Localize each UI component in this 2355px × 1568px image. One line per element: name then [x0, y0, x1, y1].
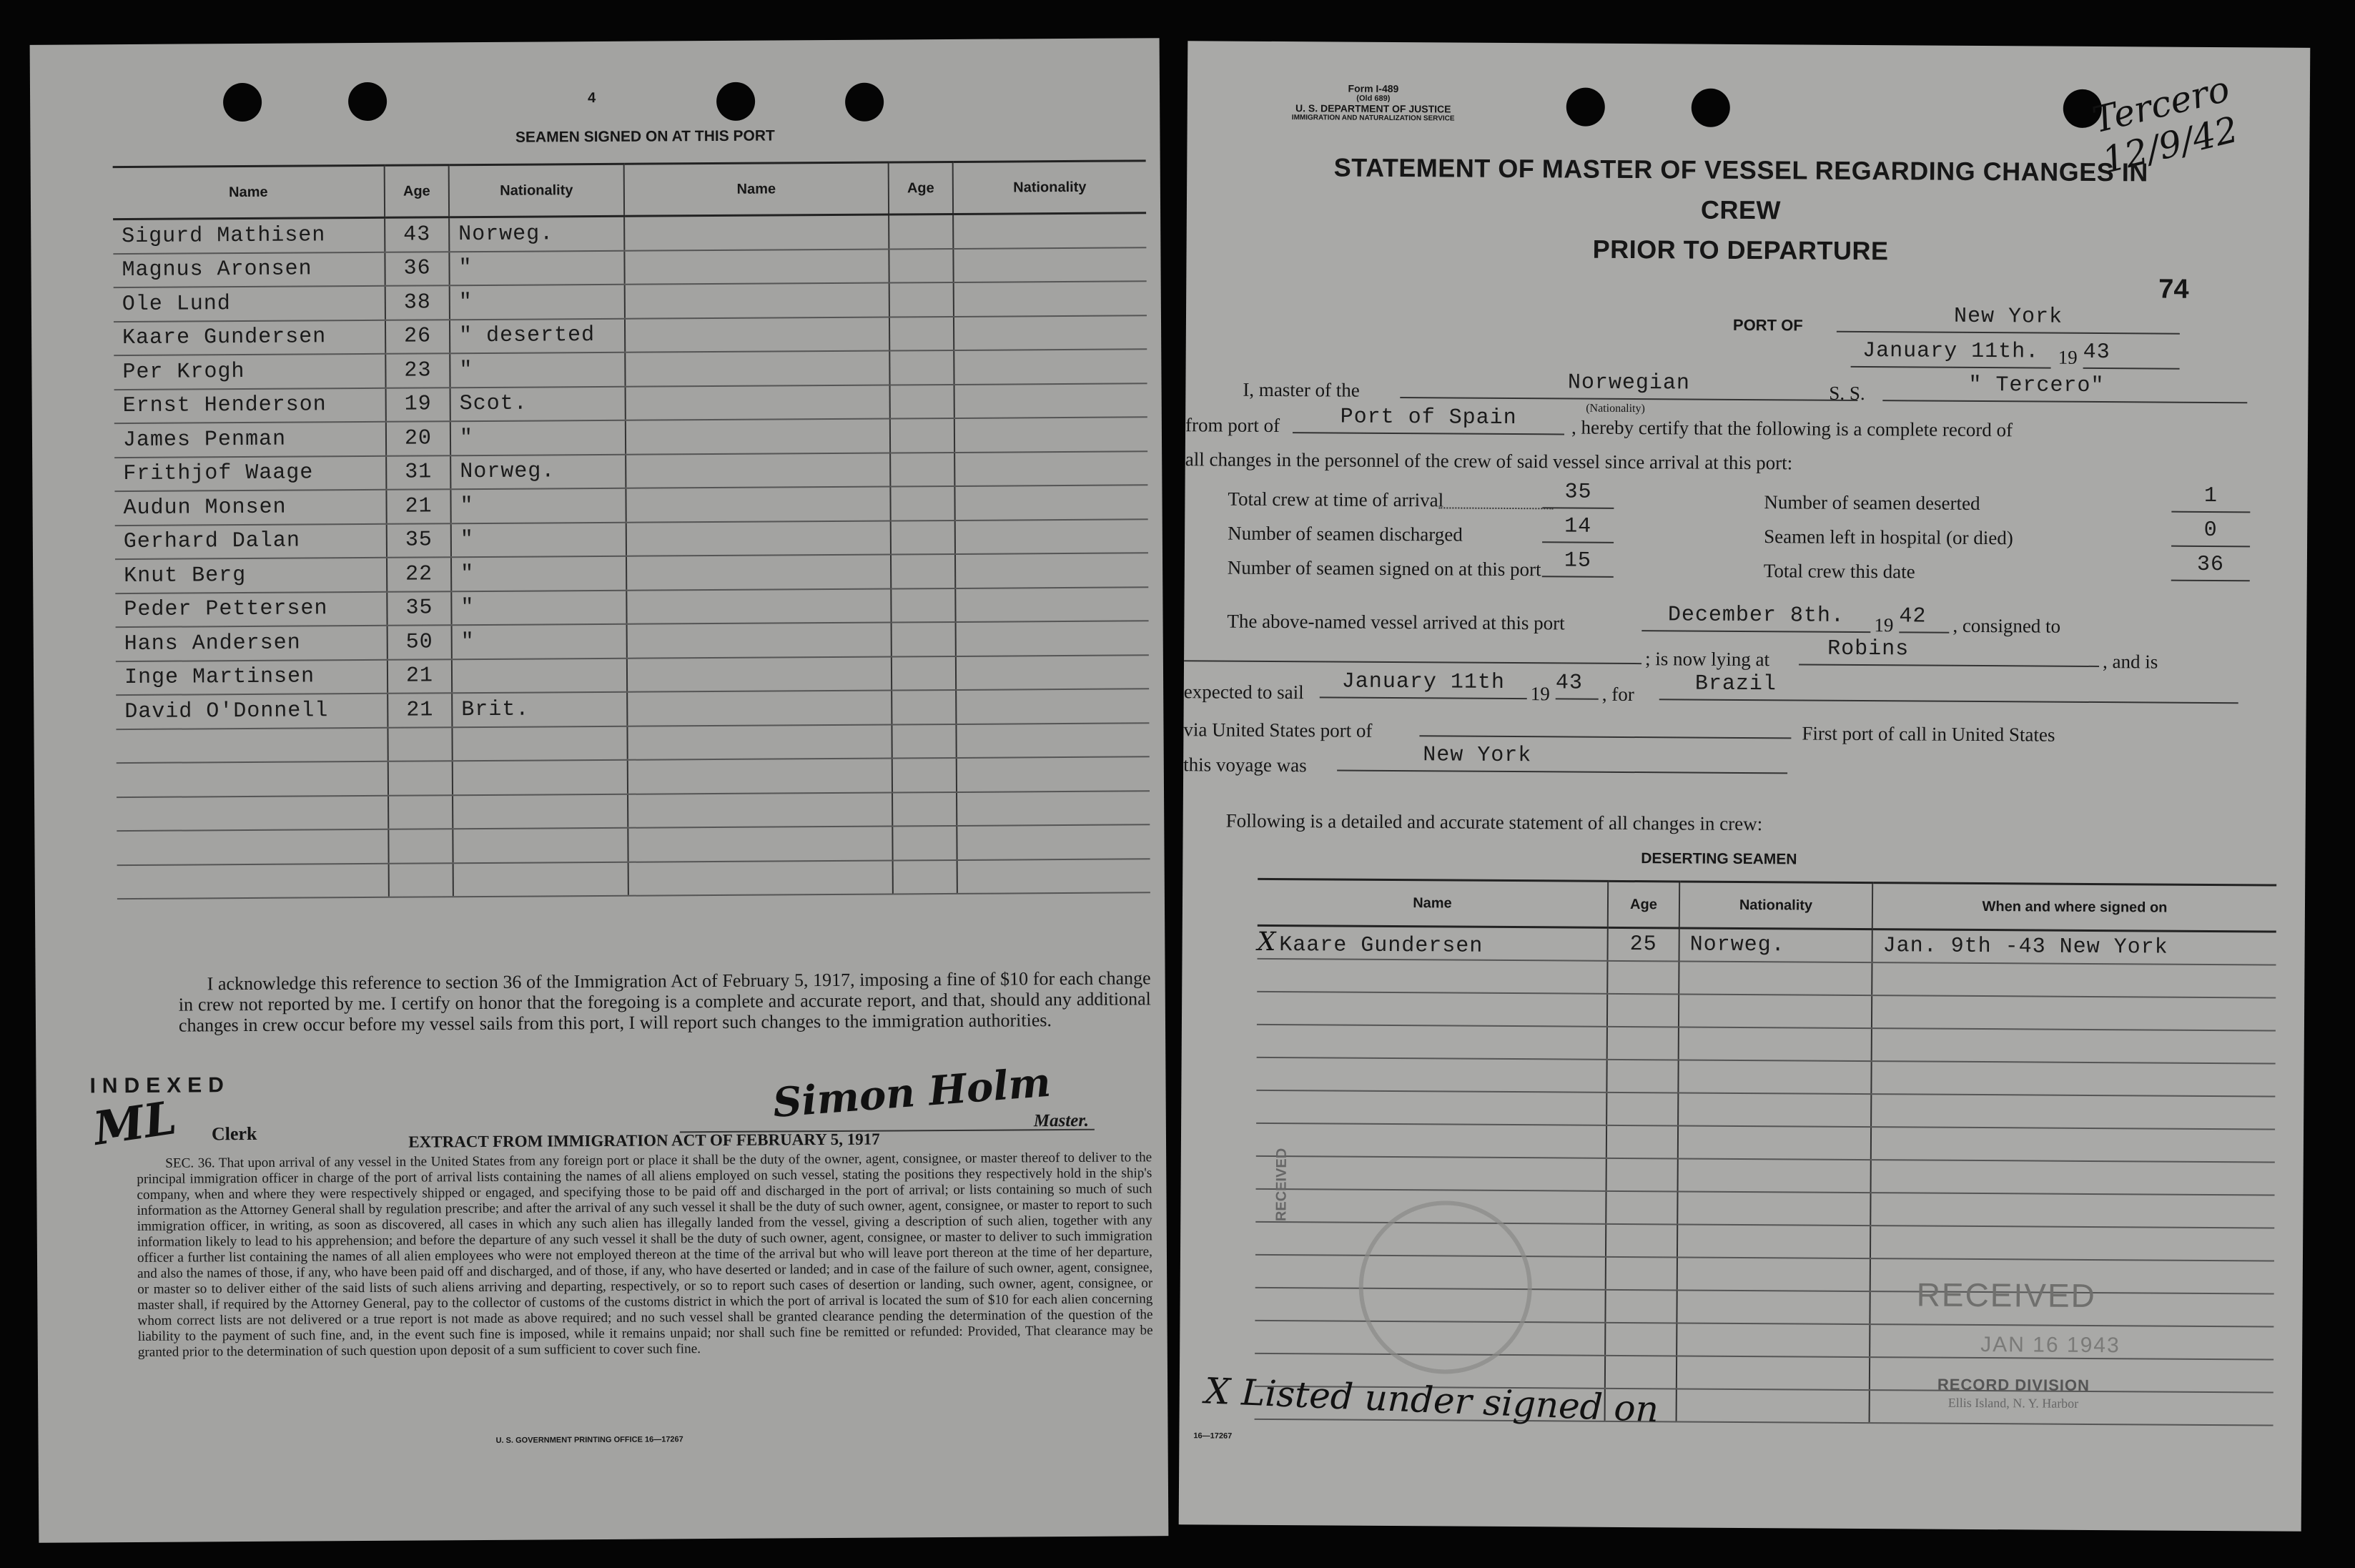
age-cell — [1606, 1257, 1677, 1291]
name-cell — [117, 863, 389, 899]
nationality-cell — [1677, 1389, 1870, 1423]
name-cell: Ole Lund — [114, 286, 385, 322]
lying-field — [1799, 636, 2099, 667]
stat-total-date: 36 — [2196, 552, 2225, 578]
age-cell — [1606, 1158, 1678, 1192]
when-where-cell — [1871, 1094, 2275, 1129]
port-label: PORT OF — [1732, 315, 1803, 335]
empty-cell — [955, 553, 1148, 588]
form-title — [1293, 147, 2188, 273]
age-cell: 22 — [387, 557, 451, 591]
empty-cell — [627, 690, 892, 726]
stat-signed-on-field — [1542, 548, 1614, 578]
empty-cell — [954, 281, 1147, 316]
when-where-cell — [1871, 1061, 2275, 1096]
empty-cell — [954, 485, 1147, 520]
arrived-year-suffix: 42 — [1899, 604, 1927, 629]
desert-header-when-where: When and where signed on — [1872, 883, 2276, 932]
stat-discharged: 14 — [1564, 514, 1592, 539]
punch-hole — [1566, 87, 1605, 126]
empty-cell — [953, 213, 1146, 249]
nationality-cell — [1679, 1027, 1872, 1061]
age-cell — [388, 795, 453, 829]
age-cell — [389, 863, 453, 897]
master-of-label: I, master of the — [1243, 378, 1360, 401]
from-port-label: from port of — [1185, 414, 1280, 437]
date-year-suffix: 43 — [2083, 340, 2110, 365]
name-cell — [117, 795, 388, 831]
punch-hole — [716, 82, 755, 121]
header-age: Age — [385, 165, 449, 218]
empty-cell — [625, 351, 889, 387]
name-cell: Audun Monsen — [114, 490, 386, 526]
nationality-cell: " — [451, 590, 626, 625]
nationality-caption: (Nationality) — [1586, 402, 1645, 415]
date-value: January 11th. — [1862, 338, 2040, 365]
from-port-field — [1293, 405, 1564, 435]
empty-cell — [891, 554, 955, 588]
age-cell — [1606, 1224, 1677, 1258]
when-where-cell — [1871, 1127, 2275, 1162]
name-cell: Frithjof Waage — [114, 455, 386, 491]
empty-cell — [956, 689, 1149, 724]
via-label: via United States port of — [1183, 719, 1373, 741]
age-cell — [1606, 1125, 1678, 1159]
table-row — [117, 859, 1150, 899]
empty-cell — [890, 384, 954, 418]
empty-cell — [889, 248, 953, 282]
age-cell — [388, 761, 453, 795]
sail-year-suffix: 43 — [1555, 671, 1583, 696]
nationality-cell: " — [450, 285, 625, 320]
name-cell: David O'Donnell — [116, 694, 387, 729]
age-cell — [1606, 1191, 1677, 1225]
voyage-label: this voyage was — [1183, 754, 1307, 776]
age-cell — [1606, 1093, 1678, 1126]
empty-cell — [892, 758, 957, 792]
nationality-cell: Norweg. — [1679, 928, 1872, 962]
received-stamp: RECEIVED — [1916, 1276, 2096, 1315]
handwritten-corner-note: Tercero 12/9/42 — [2088, 68, 2242, 182]
name-cell: Per Krogh — [114, 354, 385, 390]
empty-cell — [954, 451, 1147, 486]
empty-cell — [626, 385, 890, 420]
stat-discharged-label: Number of seamen discharged — [1228, 522, 1463, 546]
nationality-cell — [1677, 1323, 1870, 1357]
left-page — [30, 38, 1169, 1543]
age-cell — [1606, 1060, 1678, 1093]
empty-cell — [626, 487, 890, 523]
age-cell — [1607, 1027, 1679, 1060]
empty-cell — [891, 520, 955, 554]
empty-cell — [626, 419, 890, 455]
department: U. S. DEPARTMENT OF JUSTICE — [1295, 102, 1451, 115]
empty-cell — [892, 724, 956, 758]
punch-hole — [348, 82, 387, 121]
stat-signed-on-label: Number of seamen signed on at this port — [1227, 556, 1541, 581]
stat-total-arrival-label: Total crew at time of arrival — [1228, 488, 1444, 511]
nationality-cell: " — [450, 488, 626, 523]
nationality-cell — [1679, 994, 1872, 1028]
age-cell: 21 — [387, 693, 452, 727]
name-cell — [116, 727, 387, 763]
seamen-signed-on-table — [113, 159, 1150, 899]
empty-cell — [628, 758, 892, 794]
arrived-date-field — [1641, 603, 1870, 633]
section-title: SEAMEN SIGNED ON AT THIS PORT — [515, 127, 775, 146]
empty-cell — [891, 588, 955, 622]
name-cell — [1256, 1090, 1606, 1125]
name-cell — [1256, 1156, 1606, 1191]
nationality-cell — [453, 828, 628, 863]
age-cell — [1605, 1290, 1677, 1323]
date-field — [1851, 338, 2051, 369]
sheet-number: 74 — [2158, 274, 2189, 305]
nationality-cell — [452, 726, 627, 761]
name-cell: Gerhard Dalan — [115, 523, 387, 559]
name-cell: Ernst Henderson — [114, 388, 386, 423]
received-stamp-date: JAN 16 1943 — [1980, 1333, 2121, 1358]
name-cell: Hans Andersen — [116, 626, 387, 661]
acknowledgement-text: I acknowledge this reference to section 36 of the Immigration Act of February 5, 1917, imposing a fine of $10 for each change in crew not reported by me. I certify on honor that the foregoing is a complete and accurate report, and that, should any additional changes in crew occur before my vessel sails from this port, I will report such changes to the immigration authorities. — [178, 967, 1151, 1036]
nationality-cell — [1678, 1125, 1871, 1160]
expected-label: expected to sail — [1183, 681, 1304, 704]
age-cell: 21 — [387, 659, 452, 694]
name-cell: Kaare Gundersen — [114, 320, 385, 355]
age-cell — [1607, 994, 1679, 1027]
deserting-title: DESERTING SEAMEN — [1641, 850, 1797, 868]
name-cell: Magnus Aronsen — [113, 252, 385, 287]
empty-cell — [626, 453, 890, 488]
stat-hospital: 0 — [2203, 518, 2218, 543]
header-nationality-2: Nationality — [953, 161, 1146, 215]
nationality-cell: " — [452, 624, 627, 659]
nationality-cell — [452, 658, 627, 693]
print-code: 16—17267 — [1193, 1431, 1233, 1441]
lying-label: ; is now lying at — [1644, 648, 1770, 671]
empty-cell — [957, 791, 1150, 826]
empty-cell — [955, 519, 1148, 554]
nationality-cell — [1678, 1158, 1871, 1193]
arrived-year-field — [1899, 604, 1949, 633]
empty-cell — [625, 317, 889, 352]
nationality-cell: " — [449, 250, 624, 285]
destination: Brazil — [1694, 671, 1777, 697]
nationality-cell: Brit. — [452, 692, 627, 727]
via-field — [1419, 711, 1791, 739]
nationality-cell — [1677, 1191, 1870, 1226]
empty-cell — [890, 452, 954, 486]
empty-cell — [957, 824, 1150, 859]
indexed-stamp: INDEXED — [89, 1073, 230, 1098]
empty-cell — [627, 656, 892, 692]
age-cell: 21 — [386, 489, 450, 523]
table-row — [113, 213, 1146, 254]
desert-header-name: Name — [1258, 879, 1608, 927]
nationality-cell — [453, 862, 628, 897]
from-port-value: Port of Spain — [1340, 405, 1517, 431]
age-cell: 23 — [385, 353, 450, 388]
form-number: Form I-489 — [1348, 82, 1399, 95]
empty-cell — [954, 417, 1147, 452]
sail-date-field — [1320, 669, 1527, 699]
stat-hospital-label: Seamen left in hospital (or died) — [1764, 526, 2013, 549]
nationality-cell — [1678, 1093, 1871, 1127]
clerk-label: Clerk — [211, 1123, 257, 1145]
arrived-date: December 8th. — [1667, 603, 1845, 628]
when-where-cell — [1871, 1160, 2275, 1195]
ship-name: " Tercero" — [1968, 373, 2105, 399]
right-page — [1179, 41, 2311, 1532]
age-cell — [387, 727, 452, 761]
empty-cell — [956, 655, 1149, 690]
age-cell — [1605, 1356, 1677, 1389]
empty-cell — [628, 826, 892, 862]
title-line-1: STATEMENT OF MASTER OF VESSEL REGARDING CHANGES IN CREW — [1333, 152, 2148, 225]
stat-total-arrival-field — [1542, 480, 1614, 509]
nationality-field — [1400, 370, 1857, 401]
empty-cell — [953, 247, 1146, 282]
age-cell: 35 — [387, 523, 451, 558]
name-cell — [1256, 1057, 1606, 1093]
age-cell: 38 — [385, 285, 450, 320]
empty-cell — [889, 214, 953, 249]
age-cell: 35 — [387, 591, 451, 626]
stat-discharged-field — [1542, 514, 1614, 543]
age-cell: 31 — [386, 455, 450, 490]
empty-cell — [890, 418, 954, 453]
form-old: (Old 689) — [1356, 94, 1391, 103]
received-stamp-location: Ellis Island, N. Y. Harbor — [1947, 1395, 2079, 1411]
empty-cell — [624, 215, 889, 250]
name-cell: James Penman — [114, 422, 386, 458]
empty-cell — [955, 587, 1148, 622]
empty-cell — [628, 792, 892, 828]
nationality-cell: " — [450, 352, 625, 388]
empty-cell — [889, 350, 954, 385]
age-cell — [1605, 1323, 1677, 1356]
name-cell — [1258, 925, 1608, 960]
name-cell — [1257, 959, 1607, 994]
nationality-cell — [453, 794, 628, 829]
stat-total-arrival: 35 — [1564, 480, 1592, 505]
empty-cell — [892, 792, 957, 826]
empty-cell — [627, 724, 892, 760]
name-cell: Knut Berg — [115, 558, 387, 593]
consigned-label: , consigned to — [1952, 614, 2061, 637]
age-cell — [1607, 961, 1679, 995]
punch-hole — [845, 83, 884, 122]
nationality-cell — [453, 760, 628, 795]
name-cell — [1256, 1123, 1606, 1158]
empty-cell — [627, 622, 892, 658]
empty-cell — [893, 859, 957, 894]
punch-hole — [1692, 89, 1730, 127]
name-cell — [117, 761, 388, 797]
empty-cell — [889, 316, 954, 350]
nationality-cell — [1677, 1224, 1870, 1258]
empty-cell — [892, 622, 956, 656]
empty-cell — [892, 826, 957, 860]
empty-cell — [628, 860, 893, 896]
age-cell: 43 — [385, 217, 449, 252]
age-cell: 50 — [387, 625, 452, 659]
ss-label: S. S. — [1829, 382, 1865, 405]
sail-year-prefix: 19 — [1530, 683, 1550, 705]
name-cell — [117, 829, 388, 865]
when-where-cell: Jan. 9th -43 New York — [1872, 930, 2276, 965]
handwritten-bottom-note: X Listed under signed on — [1203, 1370, 1660, 1431]
deserter-name: Kaare Gundersen — [1279, 933, 1483, 959]
stat-deserted: 1 — [2203, 483, 2218, 509]
nationality-cell: Scot. — [450, 386, 626, 421]
empty-cell — [892, 656, 956, 690]
page-number: 4 — [588, 90, 596, 107]
age-cell: 25 — [1608, 927, 1679, 961]
header-nationality: Nationality — [449, 164, 624, 217]
stat-deserted-field — [2171, 483, 2250, 513]
nationality-cell — [1679, 961, 1872, 995]
extract-title: EXTRACT FROM IMMIGRATION ACT OF FEBRUARY 5, 1917 — [408, 1130, 880, 1151]
printing-office: U. S. GOVERNMENT PRINTING OFFICE 16—17267 — [495, 1435, 683, 1445]
check-mark: X — [1257, 927, 1277, 957]
received-stamp-division: RECORD DIVISION — [1937, 1375, 2090, 1394]
empty-cell — [626, 521, 891, 556]
nationality-cell: Norweg. — [450, 454, 626, 489]
following-label: Following is a detailed and accurate statement of all changes in crew: — [1225, 809, 1763, 835]
nationality-cell: " — [451, 556, 626, 591]
and-is-label: , and is — [2102, 651, 2158, 673]
empty-cell — [957, 859, 1150, 894]
header-name: Name — [113, 165, 385, 219]
nationality-cell: " deserted — [450, 318, 625, 353]
first-port-label: First port of call in United States — [1802, 722, 2055, 746]
nationality-cell — [1678, 1060, 1871, 1094]
nationality-cell — [1677, 1290, 1870, 1324]
stat-total-date-label: Total crew this date — [1763, 560, 1915, 583]
stat-deserted-label: Number of seamen deserted — [1764, 491, 1980, 515]
empty-cell — [957, 756, 1150, 792]
empty-cell — [954, 315, 1147, 350]
sail-date: January 11th — [1341, 669, 1505, 695]
arrived-label: The above-named vessel arrived at this port — [1227, 610, 1565, 634]
when-where-cell — [1870, 1226, 2274, 1261]
punch-hole — [223, 83, 262, 122]
nationality-cell: " — [450, 420, 626, 455]
stat-hospital-field — [2171, 518, 2250, 548]
header-age-2: Age — [889, 162, 953, 215]
nationality-value: Norwegian — [1567, 370, 1691, 396]
voyage-value: New York — [1423, 743, 1532, 769]
title-line-2: PRIOR TO DEPARTURE — [1592, 234, 1889, 266]
age-cell: 20 — [386, 421, 450, 455]
voyage-field — [1337, 743, 1787, 774]
circular-seal-stamp — [1358, 1200, 1532, 1374]
empty-cell — [956, 621, 1149, 656]
when-where-cell — [1872, 995, 2276, 1030]
nationality-cell — [1677, 1356, 1870, 1390]
arrived-year-prefix: 19 — [1874, 614, 1894, 636]
stat-signed-on: 15 — [1564, 548, 1592, 573]
service: IMMIGRATION AND NATURALIZATION SERVICE — [1291, 114, 1455, 123]
empty-cell — [956, 723, 1149, 758]
empty-cell — [626, 555, 891, 591]
age-cell: 19 — [386, 388, 450, 422]
empty-cell — [892, 690, 956, 724]
consignee-field — [1184, 636, 1641, 664]
desert-header-nationality: Nationality — [1679, 882, 1872, 930]
sail-year-field — [1555, 671, 1599, 699]
nationality-cell — [1677, 1257, 1870, 1291]
age-cell: 36 — [385, 252, 449, 286]
header-name-2: Name — [624, 162, 889, 216]
empty-cell — [954, 383, 1147, 418]
empty-cell — [625, 283, 889, 319]
circle-stamp-side-text: RECEIVED — [1273, 1148, 1290, 1222]
for-label: , for — [1601, 683, 1634, 706]
desert-header-age: Age — [1608, 881, 1679, 928]
changes-text: all changes in the personnel of the crew of said vessel since arrival at this port: — [1185, 448, 1793, 474]
destination-field — [1659, 671, 2238, 704]
name-cell: Inge Martinsen — [116, 659, 387, 695]
empty-cell — [954, 349, 1147, 384]
when-where-cell — [1872, 1028, 2276, 1063]
master-label: Master. — [1033, 1110, 1090, 1131]
lying-value: Robins — [1827, 636, 1910, 662]
certify-text: , hereby certify that the following is a complete record of — [1571, 416, 2013, 441]
name-cell — [1257, 1025, 1607, 1060]
name-cell: Sigurd Mathisen — [113, 217, 385, 253]
port-field — [1837, 304, 2180, 335]
name-cell: Peder Pettersen — [115, 591, 387, 627]
date-year-field — [2083, 340, 2180, 370]
empty-cell — [889, 282, 954, 317]
stat-total-date-field — [2171, 552, 2250, 582]
date-year-prefix: 19 — [2058, 346, 2078, 368]
clerk-initials: ML — [90, 1090, 180, 1156]
port-value: New York — [1953, 304, 2063, 330]
nationality-cell: Norweg. — [449, 216, 624, 251]
form-header — [1259, 83, 1488, 124]
empty-cell — [890, 486, 954, 521]
when-where-cell — [1870, 1193, 2274, 1228]
when-where-cell — [1872, 962, 2276, 997]
extract-text: SEC. 36. That upon arrival of any vessel in the United States from any foreign port or place it shall be the duty of the owner, agent, consignee, or master thereof to deliver to the principal immigration officer in charge of the port of arrival lists containing the names of all aliens employed on such vessel, stating the positions they respectively hold in the ship's company, when and where they were respectively shipped or engaged, and specifying those to be paid off and discharged in the port of arrival; or lists containing so much of such information as the Attorney General shall by regulation prescribe; and after the arrival of any such vessel it shall be the duty of such owner, agent, consignee, or master to report to such immigration officer, in writing, as soon as discovered, all cases in which any such alien has illegally landed from the vessel, giving a description of such alien, together with any information likely to lead to his apprehension; and before the departure of any such vessel it shall be the duty of such owner, agent, consignee, or master to deliver to such immigration officer a further list containing the names of all alien employees who were not employed thereon at the time of the arrival but who will leave port thereon at the time of her departure, and also the names of those, if any, who have been paid off and discharged, and of those, if any, who have deserted or landed; and in case of the failure of such owner, agent, consignee, or master so to deliver either of the said lists of such aliens arriving and departing, respectively, or so to report such cases of desertion or landing, such owner, agent, consignee, or master shall, if required by the Attorney General, pay to the collector of customs of the customs district in which the port of arrival is located the sum of $10 for each alien concerning whom correct lists are not delivered or a true report is not made as above required; and no such vessel shall be granted clearance pending the determination of the question of the liability to the payment of such fine, and, in the event such fine is imposed, while it remains unpaid; nor shall such fine be remitted or refunded: Provided, That clearance may be granted prior to the determination of such question upon deposit of a sum sufficient to cover such fine. — [137, 1150, 1153, 1360]
name-cell — [1257, 992, 1607, 1027]
ship-name-field — [1882, 375, 2247, 403]
age-cell — [388, 829, 453, 863]
nationality-cell: " — [451, 522, 626, 557]
master-signature: Simon Holm — [771, 1058, 1052, 1128]
empty-cell — [626, 588, 891, 624]
dotted-leader — [1438, 485, 1553, 509]
age-cell: 26 — [385, 320, 450, 354]
empty-cell — [624, 249, 889, 285]
